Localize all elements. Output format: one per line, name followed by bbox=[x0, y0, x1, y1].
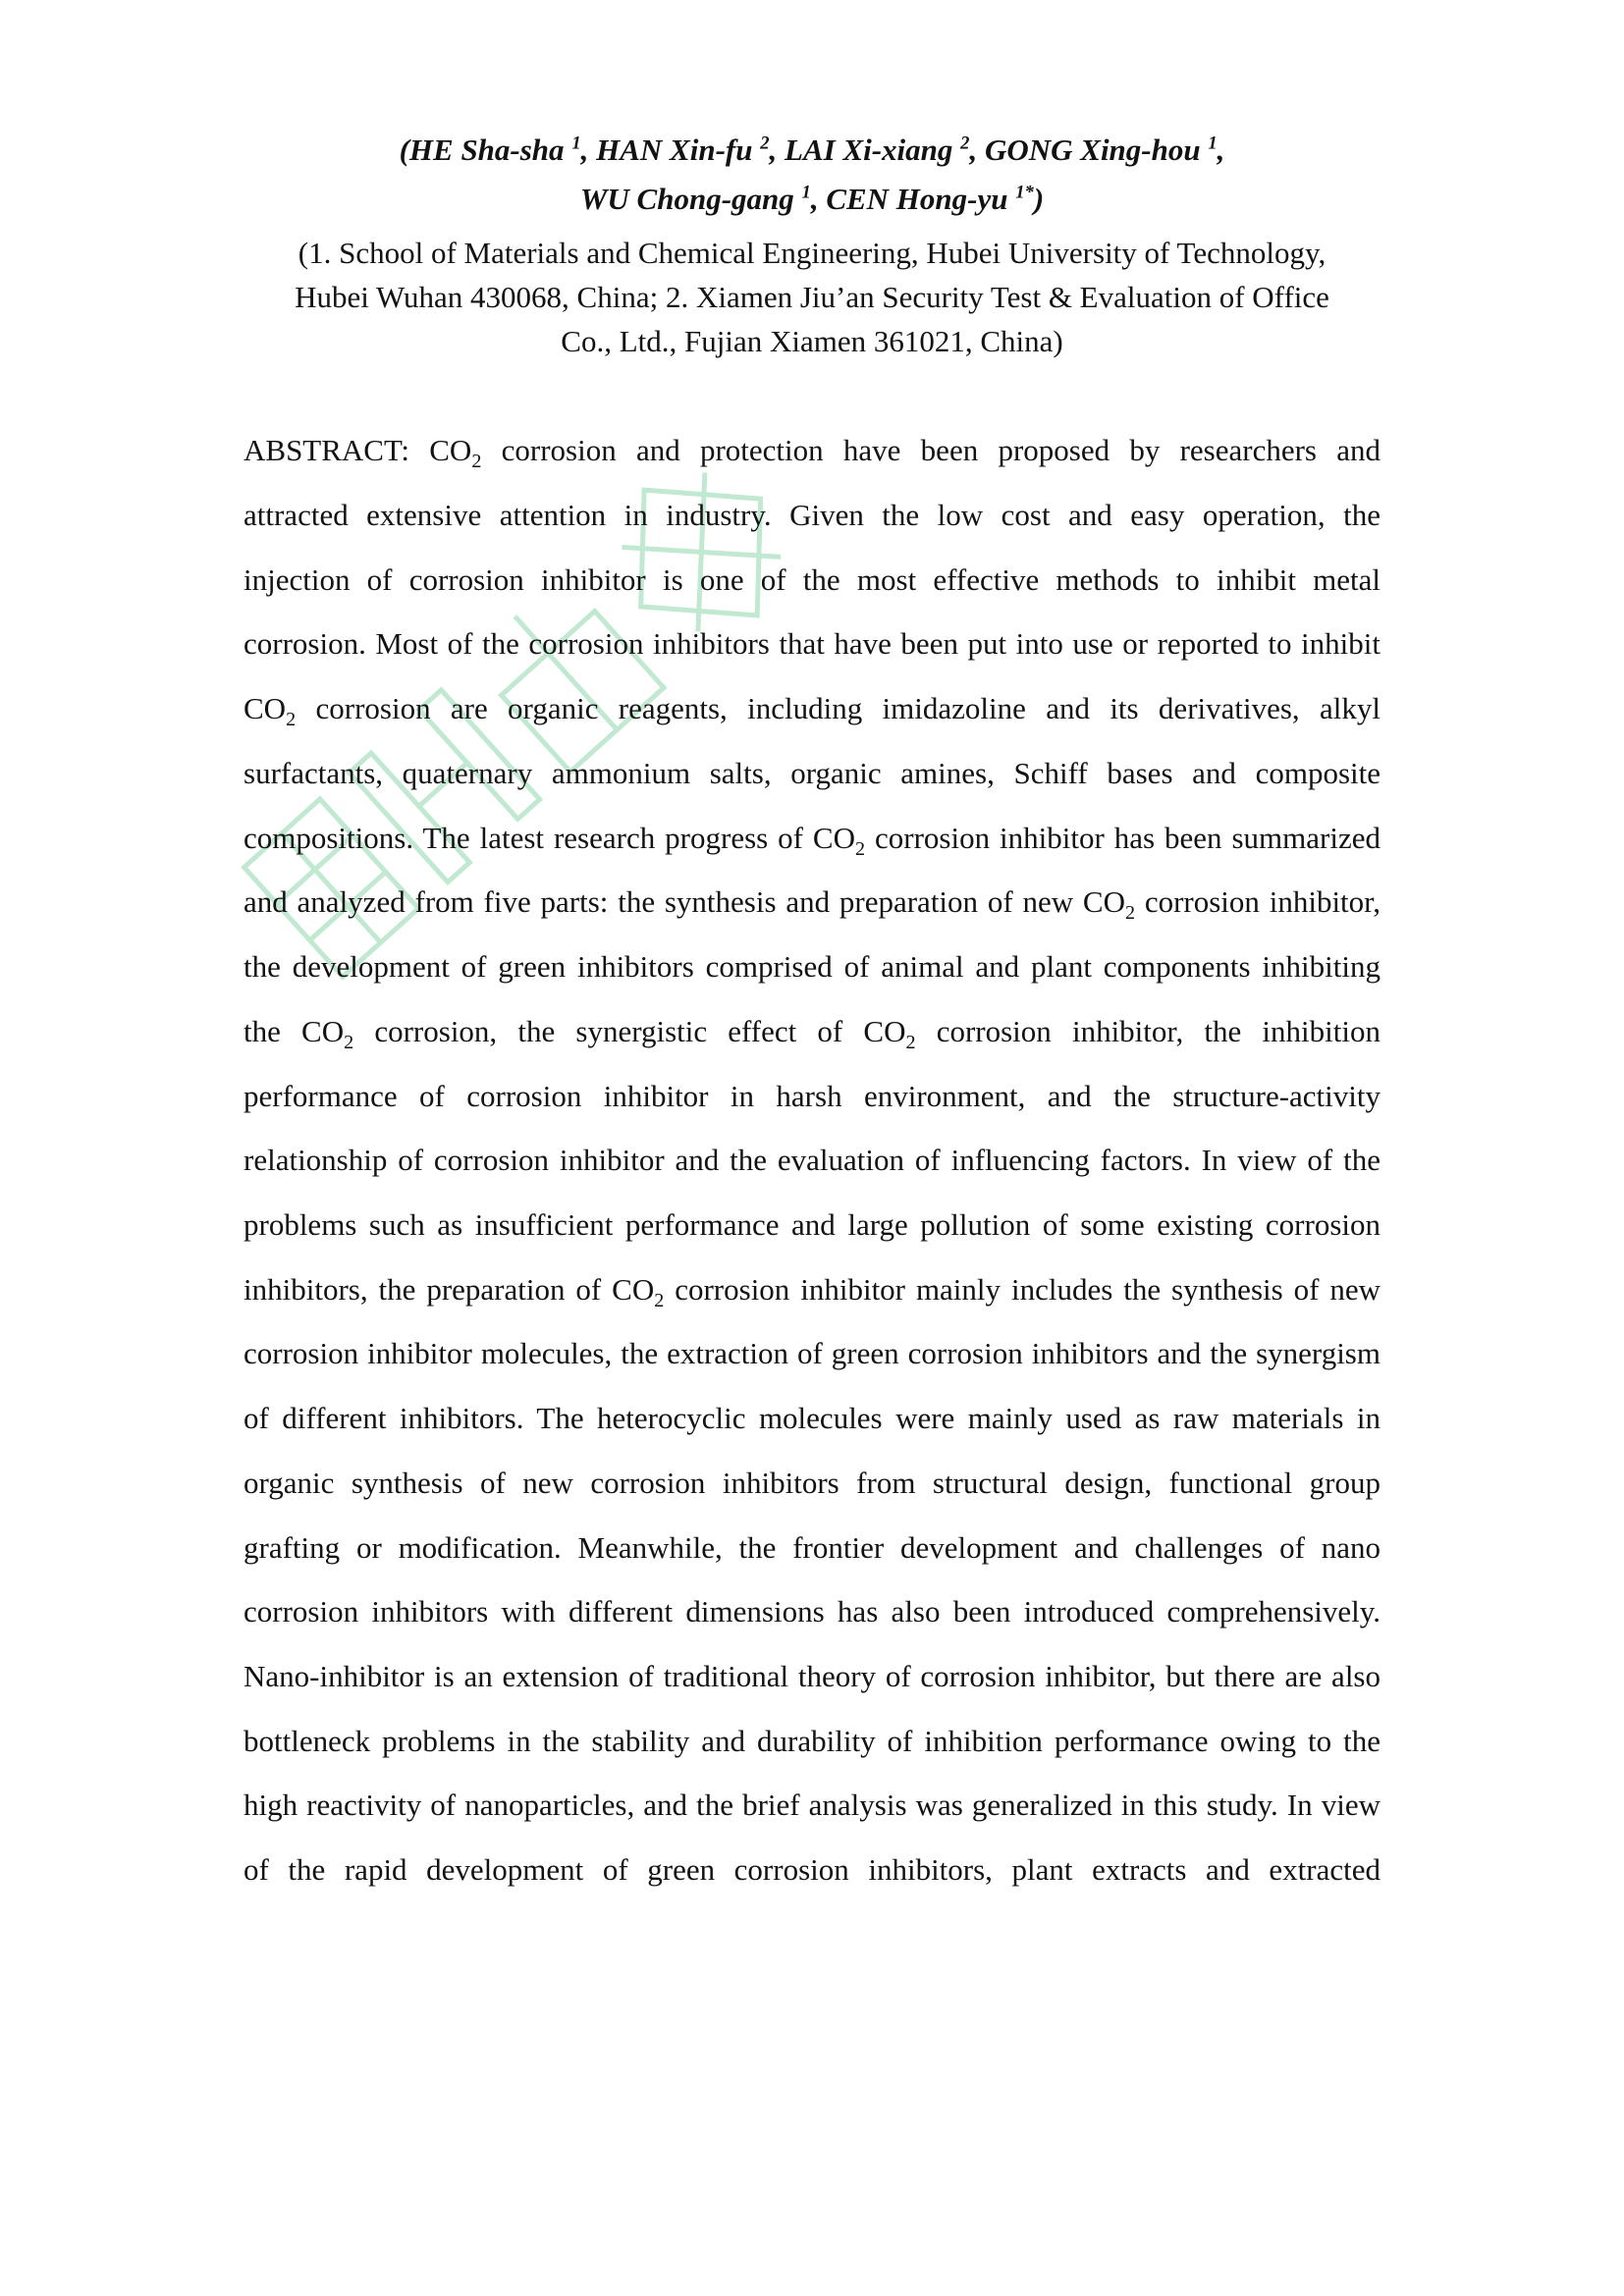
text-segment: corrosion inhibitor mainly includes the synthesis of new corrosion inhibitor molecules, the extraction of green corrosion inhibitors and the synergism of different inhibitors. The heterocyclic molecules were mainly used as raw materials in organic synthesis of new corrosion inhibitors from structural design, functional group grafting or modification. Meanwhile, the frontier development and challenges of nano corrosion inhibitors with different dimensions has also been introduced comprehensively. Nano-inhibitor is an extension of traditional theory of corrosion inhibitor, but there are also bottleneck problems in the stability and durability of inhibition performance owing to the high reactivity of nanoparticles, and the brief analysis was generalized in this study. In view of the rapid development of green corrosion inhibitors, plant extracts and extracted bbox=[244, 1271, 1381, 1888]
subscript: 2 bbox=[905, 1031, 916, 1053]
text-segment: corrosion inhibitor, the inhibition performance of corrosion inhibitor in harsh environment, and the structure-activity relationship of corrosion inhibitor and the evaluation of influencing factors. In view of the problems such as insufficient performance and large pollution of some existing corrosion inhibitors, the preparation of CO bbox=[244, 1013, 1380, 1307]
text-segment: corrosion, the synergistic effect of CO bbox=[353, 1013, 906, 1048]
subscript: 2 bbox=[286, 709, 297, 731]
subscript: 2 bbox=[654, 1289, 665, 1311]
subscript: 2 bbox=[471, 451, 482, 473]
affiliation-line-1: (1. School of Materials and Chemical Engineering, Hubei University of Technology, bbox=[298, 236, 1326, 271]
superscript: 1* bbox=[1015, 182, 1034, 203]
text-segment: WU Chong-gang bbox=[579, 182, 802, 217]
text-segment: (HE Sha-sha bbox=[399, 133, 572, 167]
authors-line-2 bbox=[244, 175, 1380, 224]
superscript: 1 bbox=[571, 133, 581, 154]
subscript: 2 bbox=[344, 1031, 354, 1053]
superscript: 2 bbox=[760, 133, 770, 154]
affiliation-line-3: Co., Ltd., Fujian Xiamen 361021, China) bbox=[561, 323, 1063, 358]
text-segment: , CEN Hong-yu bbox=[810, 182, 1016, 217]
text-segment: ABSTRACT: CO bbox=[244, 433, 472, 468]
text-segment: , LAI Xi-xiang bbox=[769, 133, 961, 167]
authors-line-1 bbox=[244, 126, 1380, 175]
text-segment: corrosion inhibitor, the development of green inhibitors comprised of animal and plant components inhibiting the CO bbox=[244, 884, 1380, 1048]
text-segment: corrosion and protection have been proposed by researchers and attracted extensive attention in industry. Given the low cost and easy operation, the injection of corrosion inhibitor is one of the most effective methods to inhibit metal corrosion. Most of the corrosion inhibitors that have been put into use or reported to inhibit CO bbox=[244, 433, 1380, 726]
affiliation-block bbox=[244, 232, 1380, 363]
subscript: 2 bbox=[854, 837, 866, 860]
text-segment: corrosion inhibitor has been summarized and analyzed from five parts: the synthesis and preparation of new CO bbox=[244, 820, 1380, 920]
superscript: 1 bbox=[801, 182, 811, 203]
page-content bbox=[244, 0, 1380, 1902]
abstract-paragraph bbox=[244, 418, 1380, 1902]
superscript: 1 bbox=[1208, 133, 1218, 154]
text-segment: corrosion are organic reagents, including imidazoline and its derivatives, alkyl surfactants, quaternary ammonium salts, organic amines, Schiff bases and composite compositions. The latest research progress of CO bbox=[244, 691, 1380, 855]
subscript: 2 bbox=[1124, 902, 1136, 925]
text-segment: ) bbox=[1033, 182, 1045, 217]
affiliation-line-2: Hubei Wuhan 430068, China; 2. Xiamen Jiu’an Security Test & Evaluation of Office bbox=[295, 280, 1329, 315]
text-segment: , bbox=[1217, 133, 1225, 167]
text-segment: , HAN Xin-fu bbox=[580, 133, 761, 167]
text-segment: , GONG Xing-hou bbox=[969, 133, 1209, 167]
superscript: 2 bbox=[960, 133, 970, 154]
